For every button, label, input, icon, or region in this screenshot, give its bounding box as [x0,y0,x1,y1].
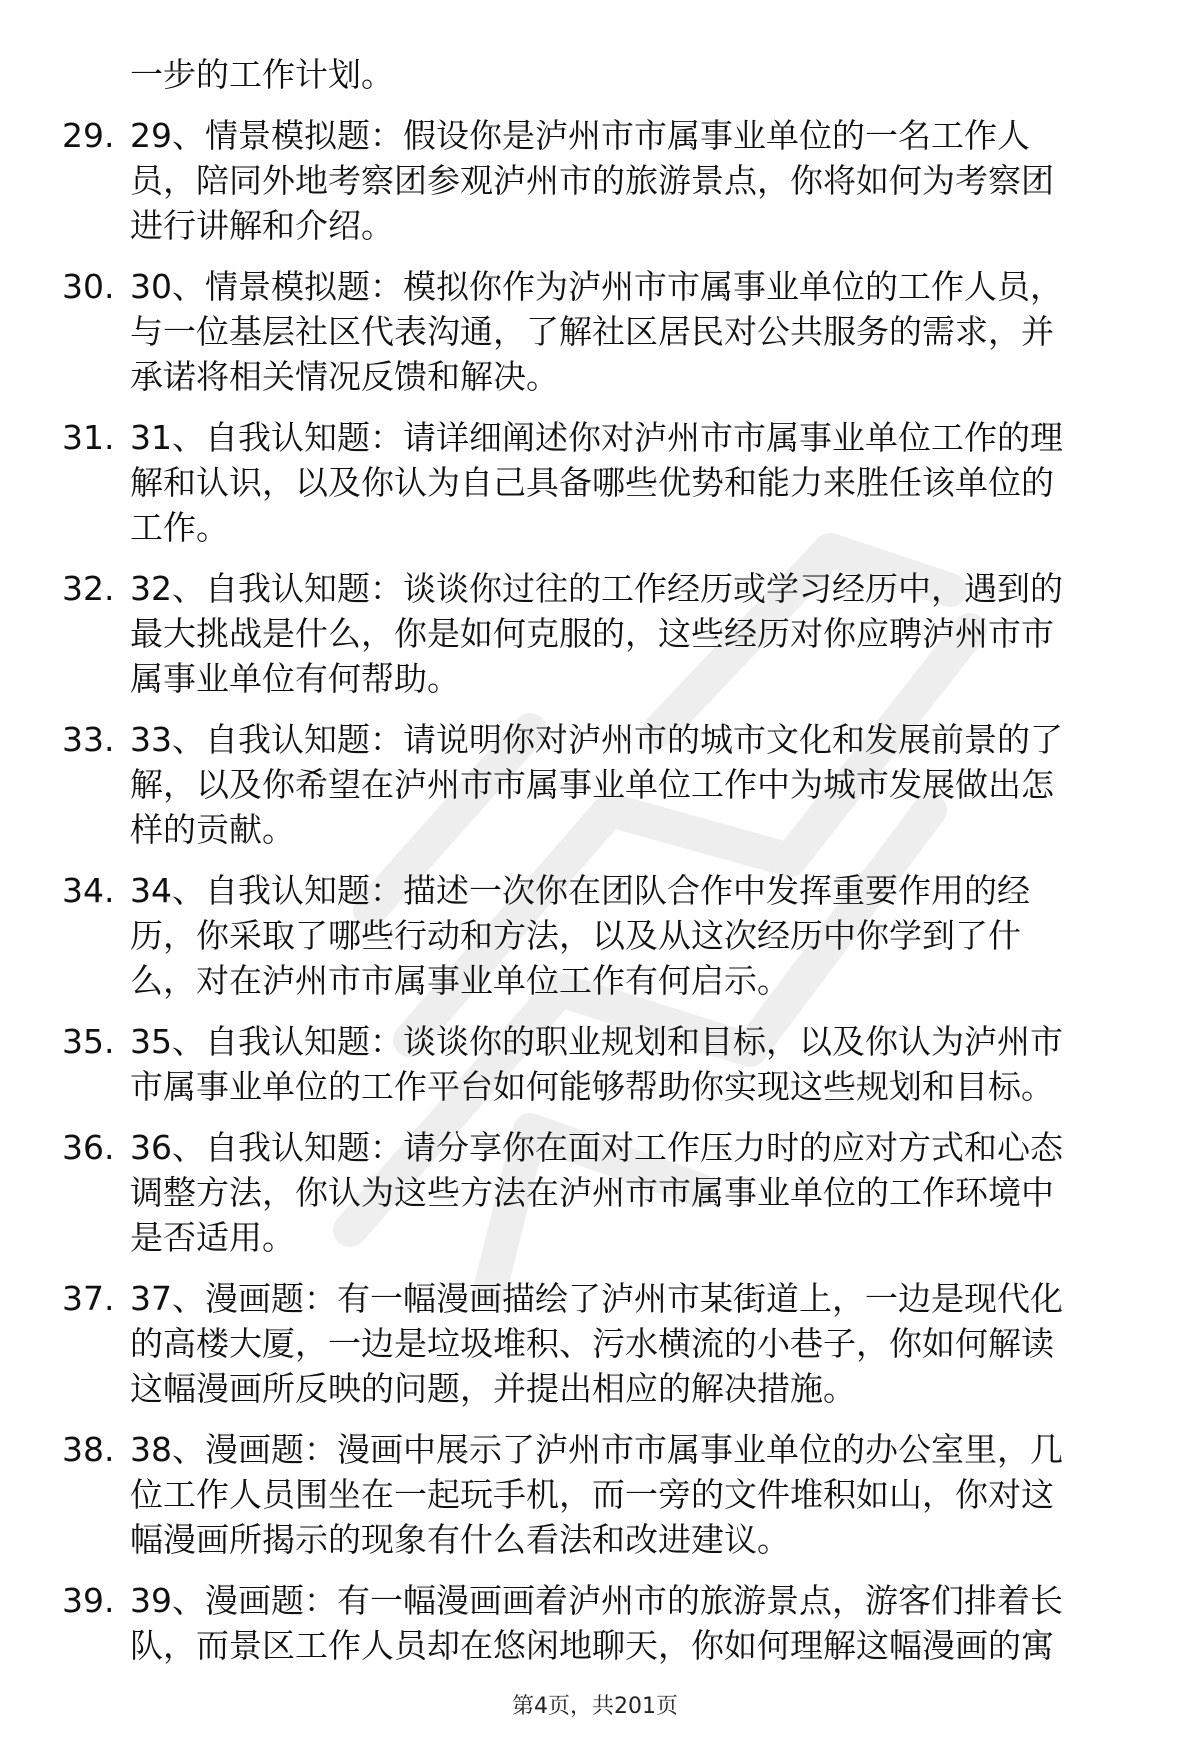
question-text [130,1427,1152,1562]
page-number-footer: 第4页，共201页 [512,1694,678,1719]
question-number: 35. [62,1022,115,1061]
question-number: 38. [62,1430,115,1469]
question-line: 员，陪同外地考察团参观泸州市的旅游景点，你将如何为考察团 [130,161,1054,200]
question-line: 样的贡献。 [130,810,295,849]
question-item-31 [62,415,1152,550]
question-item-38 [62,1427,1152,1562]
question-line: 33、自我认知题：请说明你对泸州市的城市文化和发展前景的了 [130,720,1063,759]
question-number: 37. [62,1279,115,1318]
question-line: 历，你采取了哪些行动和方法，以及从这次经历中你学到了什 [130,916,1021,955]
question-text [130,113,1152,248]
question-line: 31、自我认知题：请详细阐述你对泸州市市属事业单位工作的理 [130,418,1063,457]
question-text [130,1578,1152,1668]
question-item-35 [62,1019,1152,1109]
question-line: 解，以及你希望在泸州市市属事业单位工作中为城市发展做出怎 [130,765,1054,804]
question-item-37 [62,1276,1152,1411]
question-number: 29. [62,116,115,155]
question-item-32 [62,566,1152,701]
question-number: 36. [62,1128,115,1167]
question-item-36 [62,1125,1152,1260]
question-number: 32. [62,569,115,608]
question-line: 队，而景区工作人员却在悠闲地聊天，你如何理解这幅漫画的寓 [130,1626,1054,1665]
question-text [130,717,1152,852]
question-line: 是否适用。 [130,1218,295,1257]
question-item-30 [62,264,1152,399]
question-line: 工作。 [130,508,229,547]
question-line: 30、情景模拟题：模拟你作为泸州市市属事业单位的工作人员， [130,267,1063,306]
question-line: 进行讲解和介绍。 [130,206,394,245]
question-text [130,1276,1152,1411]
question-text [130,566,1152,701]
continuation-text: 一步的工作计划。 [130,55,394,94]
question-line: 解和认识，以及你认为自己具备哪些优势和能力来胜任该单位的 [130,463,1054,502]
question-line: 与一位基层社区代表沟通，了解社区居民对公共服务的需求，并 [130,312,1054,351]
question-item-34 [62,868,1152,1003]
question-list [62,113,1152,1668]
question-line: 32、自我认知题：谈谈你过往的工作经历或学习经历中，遇到的 [130,569,1063,608]
question-text [130,868,1152,1003]
question-text [130,1125,1152,1260]
question-line: 34、自我认知题：描述一次你在团队合作中发挥重要作用的经 [130,871,1030,910]
question-content [62,52,1152,1668]
question-line: 属事业单位有何帮助。 [130,659,460,698]
question-number: 30. [62,267,115,306]
question-number: 34. [62,871,115,910]
question-line: 市属事业单位的工作平台如何能够帮助你实现这些规划和目标。 [130,1067,1054,1106]
question-text [130,1019,1152,1109]
question-line: 36、自我认知题：请分享你在面对工作压力时的应对方式和心态 [130,1128,1063,1167]
question-item-39 [62,1578,1152,1668]
question-line: 幅漫画所揭示的现象有什么看法和改进建议。 [130,1520,790,1559]
question-line: 37、漫画题：有一幅漫画描绘了泸州市某街道上，一边是现代化 [130,1279,1063,1318]
question-line: 38、漫画题：漫画中展示了泸州市市属事业单位的办公室里，几 [130,1430,1063,1469]
question-line: 39、漫画题：有一幅漫画画着泸州市的旅游景点，游客们排着长 [130,1581,1063,1620]
question-item-29 [62,113,1152,248]
question-line: 承诺将相关情况反馈和解决。 [130,357,559,396]
question-line: 的高楼大厦，一边是垃圾堆积、污水横流的小巷子，你如何解读 [130,1324,1054,1363]
question-line: 这幅漫画所反映的问题，并提出相应的解决措施。 [130,1369,856,1408]
question-text [130,264,1152,399]
question-line: 调整方法，你认为这些方法在泸州市市属事业单位的工作环境中 [130,1173,1054,1212]
question-number: 33. [62,720,115,759]
question-line: 最大挑战是什么，你是如何克服的，这些经历对你应聘泸州市市 [130,614,1054,653]
question-line: 29、情景模拟题：假设你是泸州市市属事业单位的一名工作人 [130,116,1030,155]
question-number: 31. [62,418,115,457]
question-line: 35、自我认知题：谈谈你的职业规划和目标，以及你认为泸州市 [130,1022,1063,1061]
question-number: 39. [62,1581,115,1620]
question-line: 位工作人员围坐在一起玩手机，而一旁的文件堆积如山，你对这 [130,1475,1054,1514]
question-text [130,415,1152,550]
question-item-33 [62,717,1152,852]
question-line: 么，对在泸州市市属事业单位工作有何启示。 [130,961,790,1000]
